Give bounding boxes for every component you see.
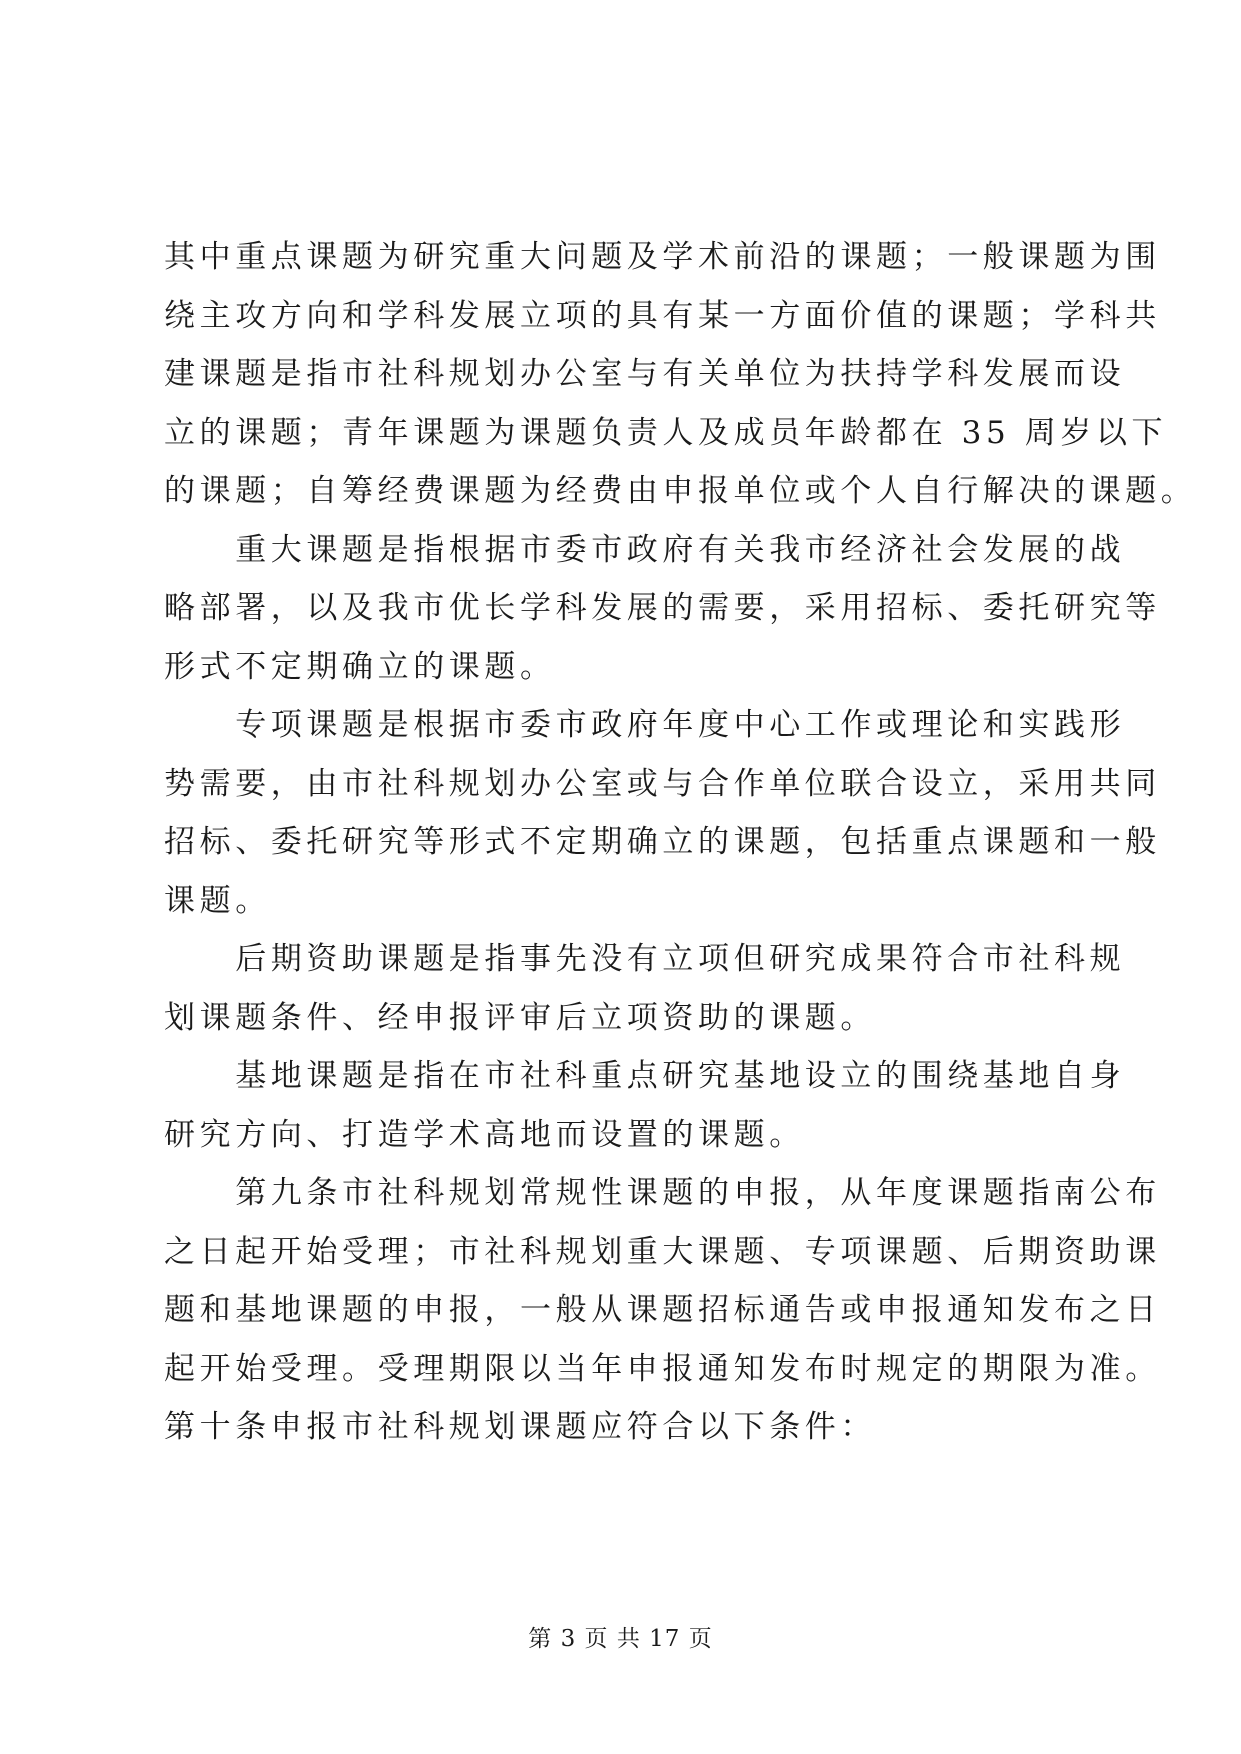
text-line: 课题。 [164,882,271,919]
text-line: 划课题条件、经申报评审后立项资助的课题。 [164,999,876,1036]
page-number-footer: 第 3 页 共 17 页 [528,1626,713,1652]
text-line: 第九条市社科规划常规性课题的申报，从年度课题指南公布 [164,1175,1161,1211]
text-line: 基地课题是指在市社科重点研究基地设立的围绕基地自身 [164,1058,1126,1094]
document-body [164,228,1197,1457]
text-line: 其中重点课题为研究重大问题及学术前沿的课题；一般课题为围 [164,239,1161,275]
text-line: 势需要，由市社科规划办公室或与合作单位联合设立，采用共同 [164,765,1161,802]
text-line: 形式不定期确立的课题。 [164,648,556,685]
text-line: 之日起开始受理；市社科规划重大课题、专项课题、后期资助课 [164,1233,1161,1270]
text-line: 招标、委托研究等形式不定期确立的课题，包括重点课题和一般 [164,824,1161,860]
text-line: 重大课题是指根据市委市政府有关我市经济社会发展的战 [164,531,1126,568]
text-line: 立的课题；青年课题为课题负责人及成员年龄都在 35 周岁以下 [164,414,1168,451]
text-line: 建课题是指市社科规划办公室与有关单位为扶持学科发展而设 [164,356,1126,392]
text-line: 题和基地课题的申报，一般从课题招标通告或申报通知发布之日 [164,1292,1161,1328]
text-line: 第十条申报市社科规划课题应符合以下条件： [164,1409,876,1445]
text-line: 后期资助课题是指事先没有立项但研究成果符合市社科规 [164,941,1126,977]
text-line: 略部署，以及我市优长学科发展的需要，采用招标、委托研究等 [164,590,1161,626]
text-line: 起开始受理。受理期限以当年申报通知发布时规定的期限为准。 [164,1350,1161,1387]
text-line: 绕主攻方向和学科发展立项的具有某一方面价值的课题；学科共 [164,297,1161,334]
text-line: 的课题；自筹经费课题为经费由申报单位或个人自行解决的课题。 [164,473,1197,509]
text-line: 专项课题是根据市委市政府年度中心工作或理论和实践形 [164,707,1126,743]
text-line: 研究方向、打造学术高地而设置的课题。 [164,1116,805,1153]
